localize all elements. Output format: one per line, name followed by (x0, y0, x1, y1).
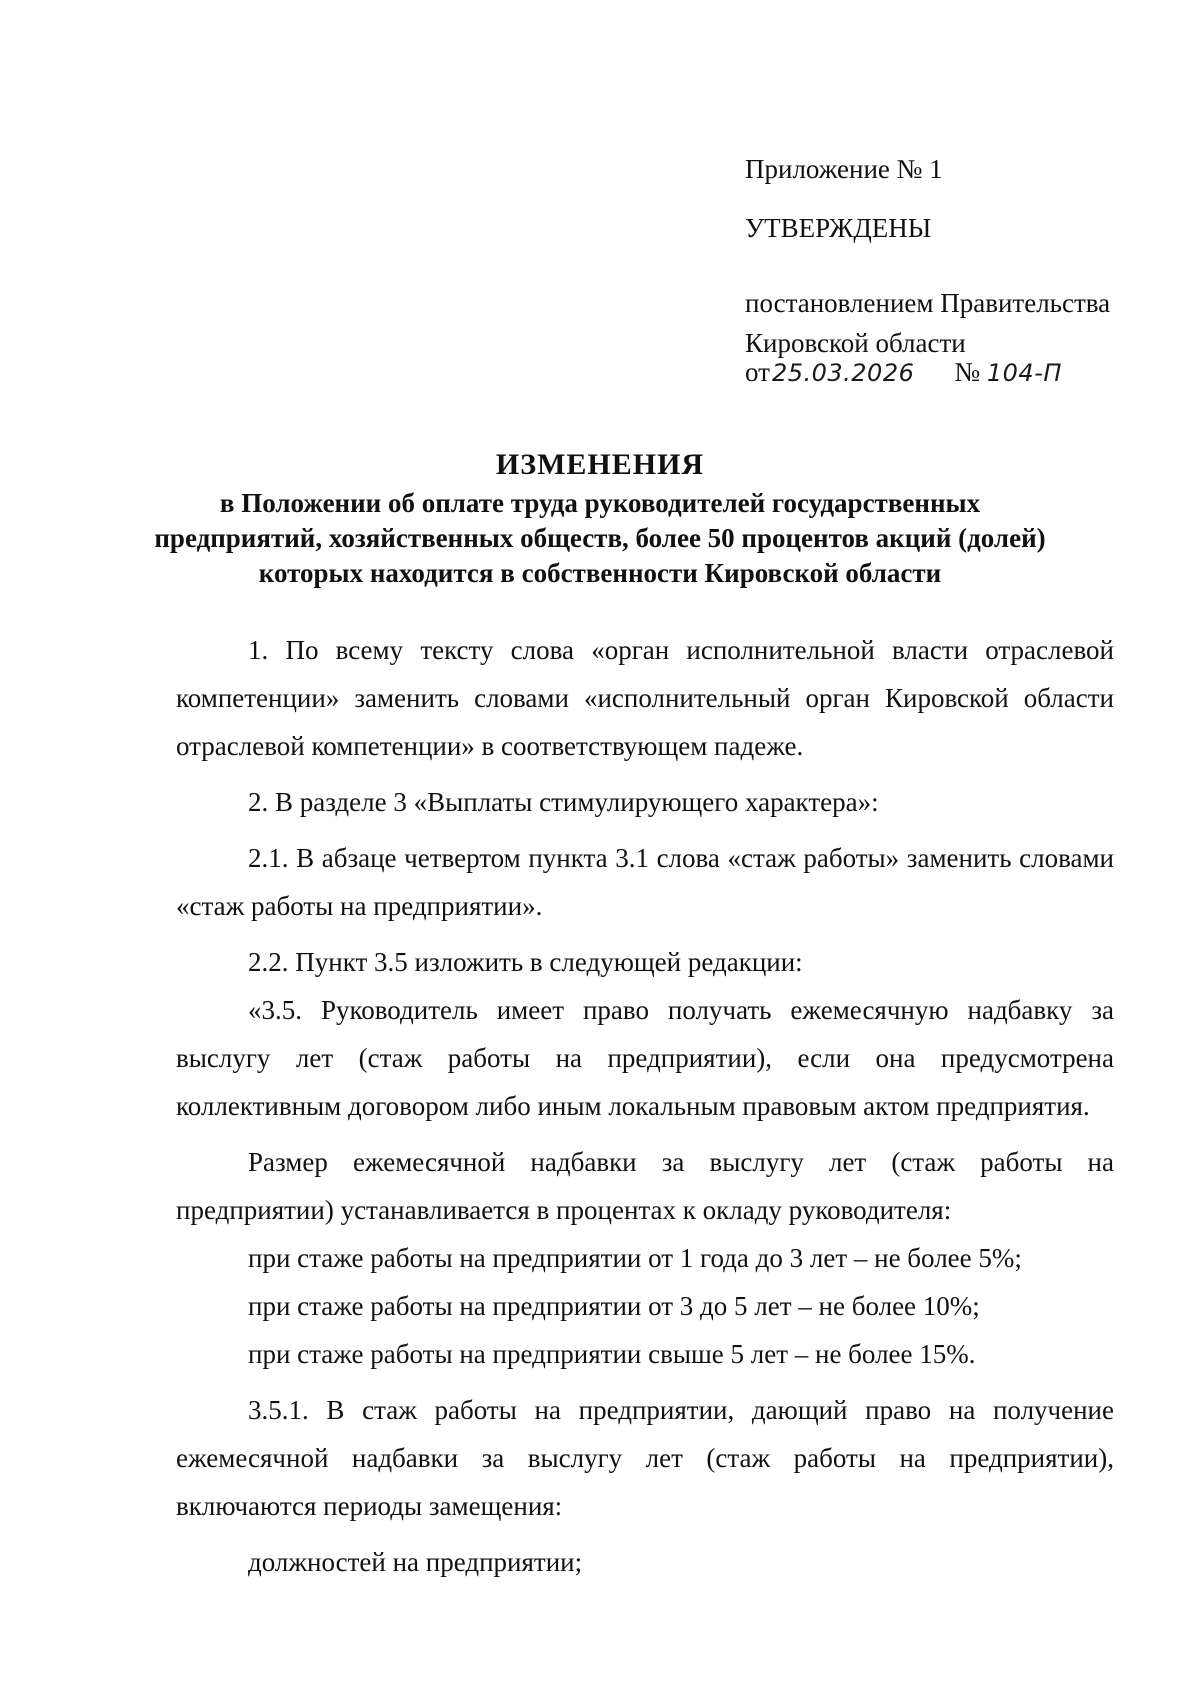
paragraph: 3.5.1. В стаж работы на предприятии, дающий право на получение ежемесячной надбавки за выслугу лет (стаж работы на предприятии), включаются периоды замещения: (176, 1395, 1114, 1521)
paragraph: 2.1. В абзаце четвертом пункта 3.1 слова «стаж работы» заменить словами «стаж работы на предприятии». (176, 843, 1114, 921)
approved-label: УТВЕРЖДЕНЫ (745, 213, 932, 243)
handwritten-number: 104-П (986, 359, 1062, 387)
paragraph: Размер ежемесячной надбавки за выслугу лет (стаж работы на предприятии) устанавливается в процентах к окладу руководителя: (176, 1147, 1114, 1225)
title-subtitle: в Положении об оплате труда руководителей государственных предприятий, хозяйственных обществ, более 50 процентов акций (долей) которых находится в собственности Кировской области (154, 488, 1046, 588)
paragraph: при стаже работы на предприятии от 1 года до 3 лет – не более 5%; (248, 1243, 1022, 1273)
handwritten-date: 25.03.2026 (771, 359, 915, 387)
date-prefix: от (745, 357, 770, 387)
appendix-label: Приложение № 1 (745, 154, 943, 184)
paragraph: «3.5. Руководитель имеет право получать ежемесячную надбавку за выслугу лет (стаж работы на предприятии), если она предусмотрена коллективным договором либо иным локальным правовым актом предприятия. (176, 995, 1114, 1121)
document-title (140, 448, 1060, 591)
paragraph: 2.2. Пункт 3.5 изложить в следующей редакции: (248, 947, 803, 977)
number-prefix: № (954, 357, 981, 387)
decree-date-line (745, 357, 1062, 388)
paragraph: при стаже работы на предприятии от 3 до 5 лет – не более 10%; (248, 1291, 980, 1321)
decree-reference (745, 283, 1165, 363)
paragraph: 1. По всему тексту слова «орган исполнительной власти отраслевой компетенции» заменить словами «исполнительный орган Кировской области отраслевой компетенции» в соответствующем падеже. (176, 635, 1114, 761)
paragraph: 2. В разделе 3 «Выплаты стимулирующего характера»: (248, 787, 879, 817)
document-body (176, 626, 1114, 1586)
paragraph: при стаже работы на предприятии свыше 5 лет – не более 15%. (248, 1339, 976, 1369)
decree-line-2: Кировской области (745, 328, 966, 358)
title-main: ИЗМЕНЕНИЯ (495, 448, 705, 481)
decree-line-1: постановлением Правительства (745, 288, 1111, 318)
paragraph: должностей на предприятии; (248, 1547, 583, 1577)
